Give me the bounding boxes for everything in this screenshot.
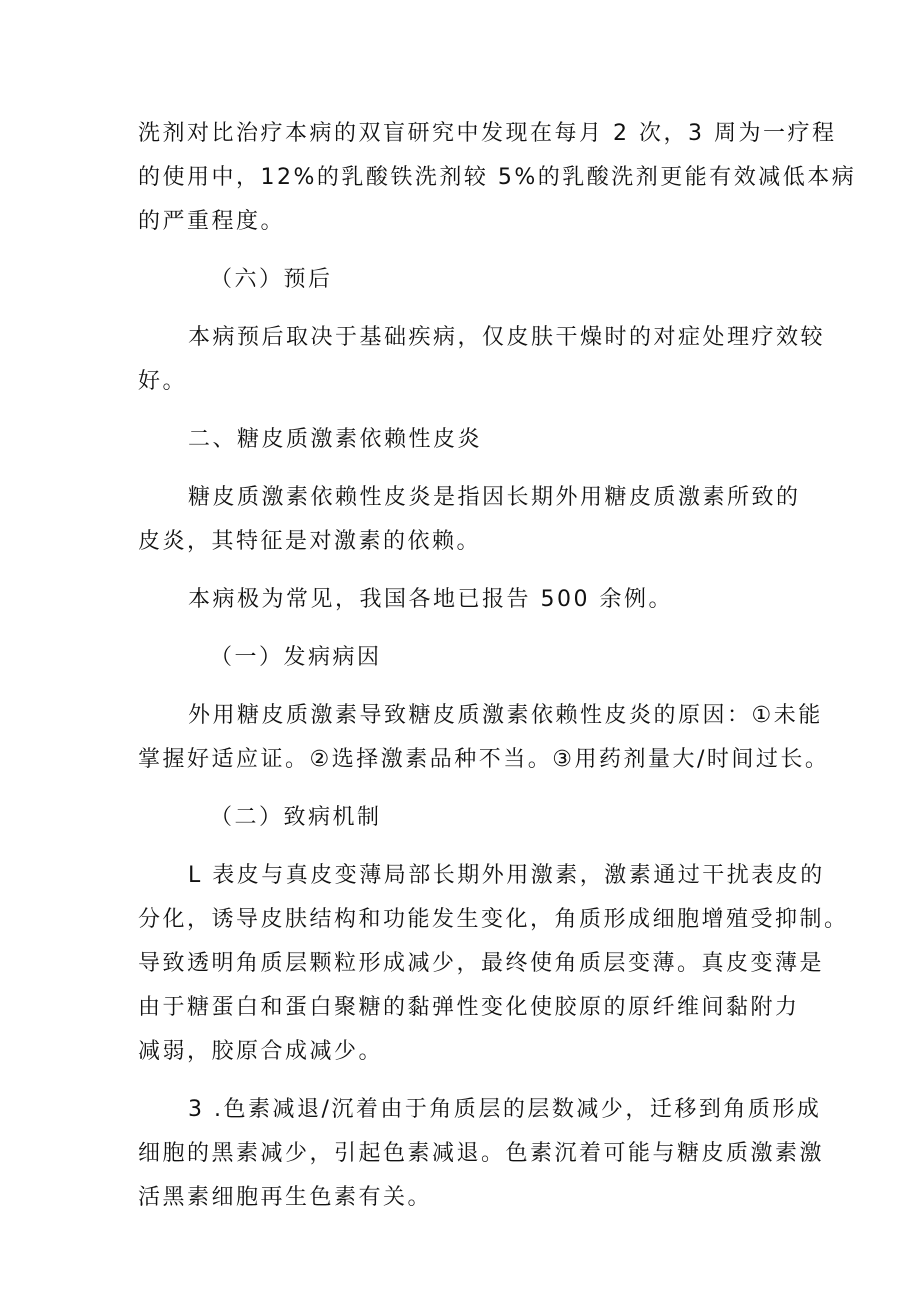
text-line: 的使用中，12%的乳酸铁洗剂较 5%的乳酸洗剂更能有效减低本病 <box>138 165 857 190</box>
subheading-text: （六）预后 <box>210 267 333 292</box>
text-line: L 表皮与真皮变薄局部长期外用激素，激素通过干扰表皮的 <box>188 863 825 888</box>
text-line: 糖皮质激素依赖性皮炎是指因长期外用糖皮质激素所致的 <box>188 485 801 510</box>
paragraph <box>138 694 830 782</box>
text-line: 掌握好适应证。②选择激素品种不当。③用药剂量大/时间过长。 <box>138 747 830 772</box>
paragraph <box>138 578 788 622</box>
section-heading <box>138 418 788 462</box>
text-line: 减弱，胶原合成减少。 <box>138 1039 384 1064</box>
text-line: 3 .色素减退/沉着由于角质层的层数减少，迁移到角质形成 <box>188 1097 822 1122</box>
text-line: 细胞的黑素减少，引起色素减退。色素沉着可能与糖皮质激素激 <box>138 1141 825 1166</box>
text-line: 导致透明角质层颗粒形成减少，最终使角质层变薄。真皮变薄是 <box>138 951 825 976</box>
text-line: 分化，诱导皮肤结构和功能发生变化，角质形成细胞增殖受抑制。 <box>138 907 849 932</box>
heading-text: 二、糖皮质激素依赖性皮炎 <box>188 427 483 452</box>
text-line: 皮炎，其特征是对激素的依赖。 <box>138 529 482 554</box>
document-body <box>138 112 857 1220</box>
text-line: 外用糖皮质激素导致糖皮质激素依赖性皮炎的原因：①未能 <box>188 703 823 728</box>
text-line: 本病极为常见，我国各地已报告 500 余例。 <box>188 587 673 612</box>
paragraph <box>138 1088 825 1220</box>
subheading-mechanism <box>138 796 788 840</box>
text-line: 好。 <box>138 369 188 394</box>
subheading-text: （二）致病机制 <box>210 805 382 830</box>
paragraph <box>138 112 857 244</box>
text-line: 的严重程度。 <box>138 209 286 234</box>
paragraph <box>138 316 826 404</box>
text-line: 活黑素细胞再生色素有关。 <box>138 1185 433 1210</box>
text-line: 由于糖蛋白和蛋白聚糖的黏弹性变化使胶原的原纤维间黏附力 <box>138 995 800 1020</box>
paragraph <box>138 476 801 564</box>
text-line: 本病预后取决于基础疾病，仅皮肤干燥时的对症处理疗效较 <box>188 325 826 350</box>
subheading-etiology <box>138 636 788 680</box>
subheading-text: （一）发病病因 <box>210 645 382 670</box>
subheading-prognosis <box>138 258 788 302</box>
text-line: 洗剂对比治疗本病的双盲研究中发现在每月 2 次，3 周为一疗程 <box>138 121 837 146</box>
paragraph <box>138 854 849 1074</box>
